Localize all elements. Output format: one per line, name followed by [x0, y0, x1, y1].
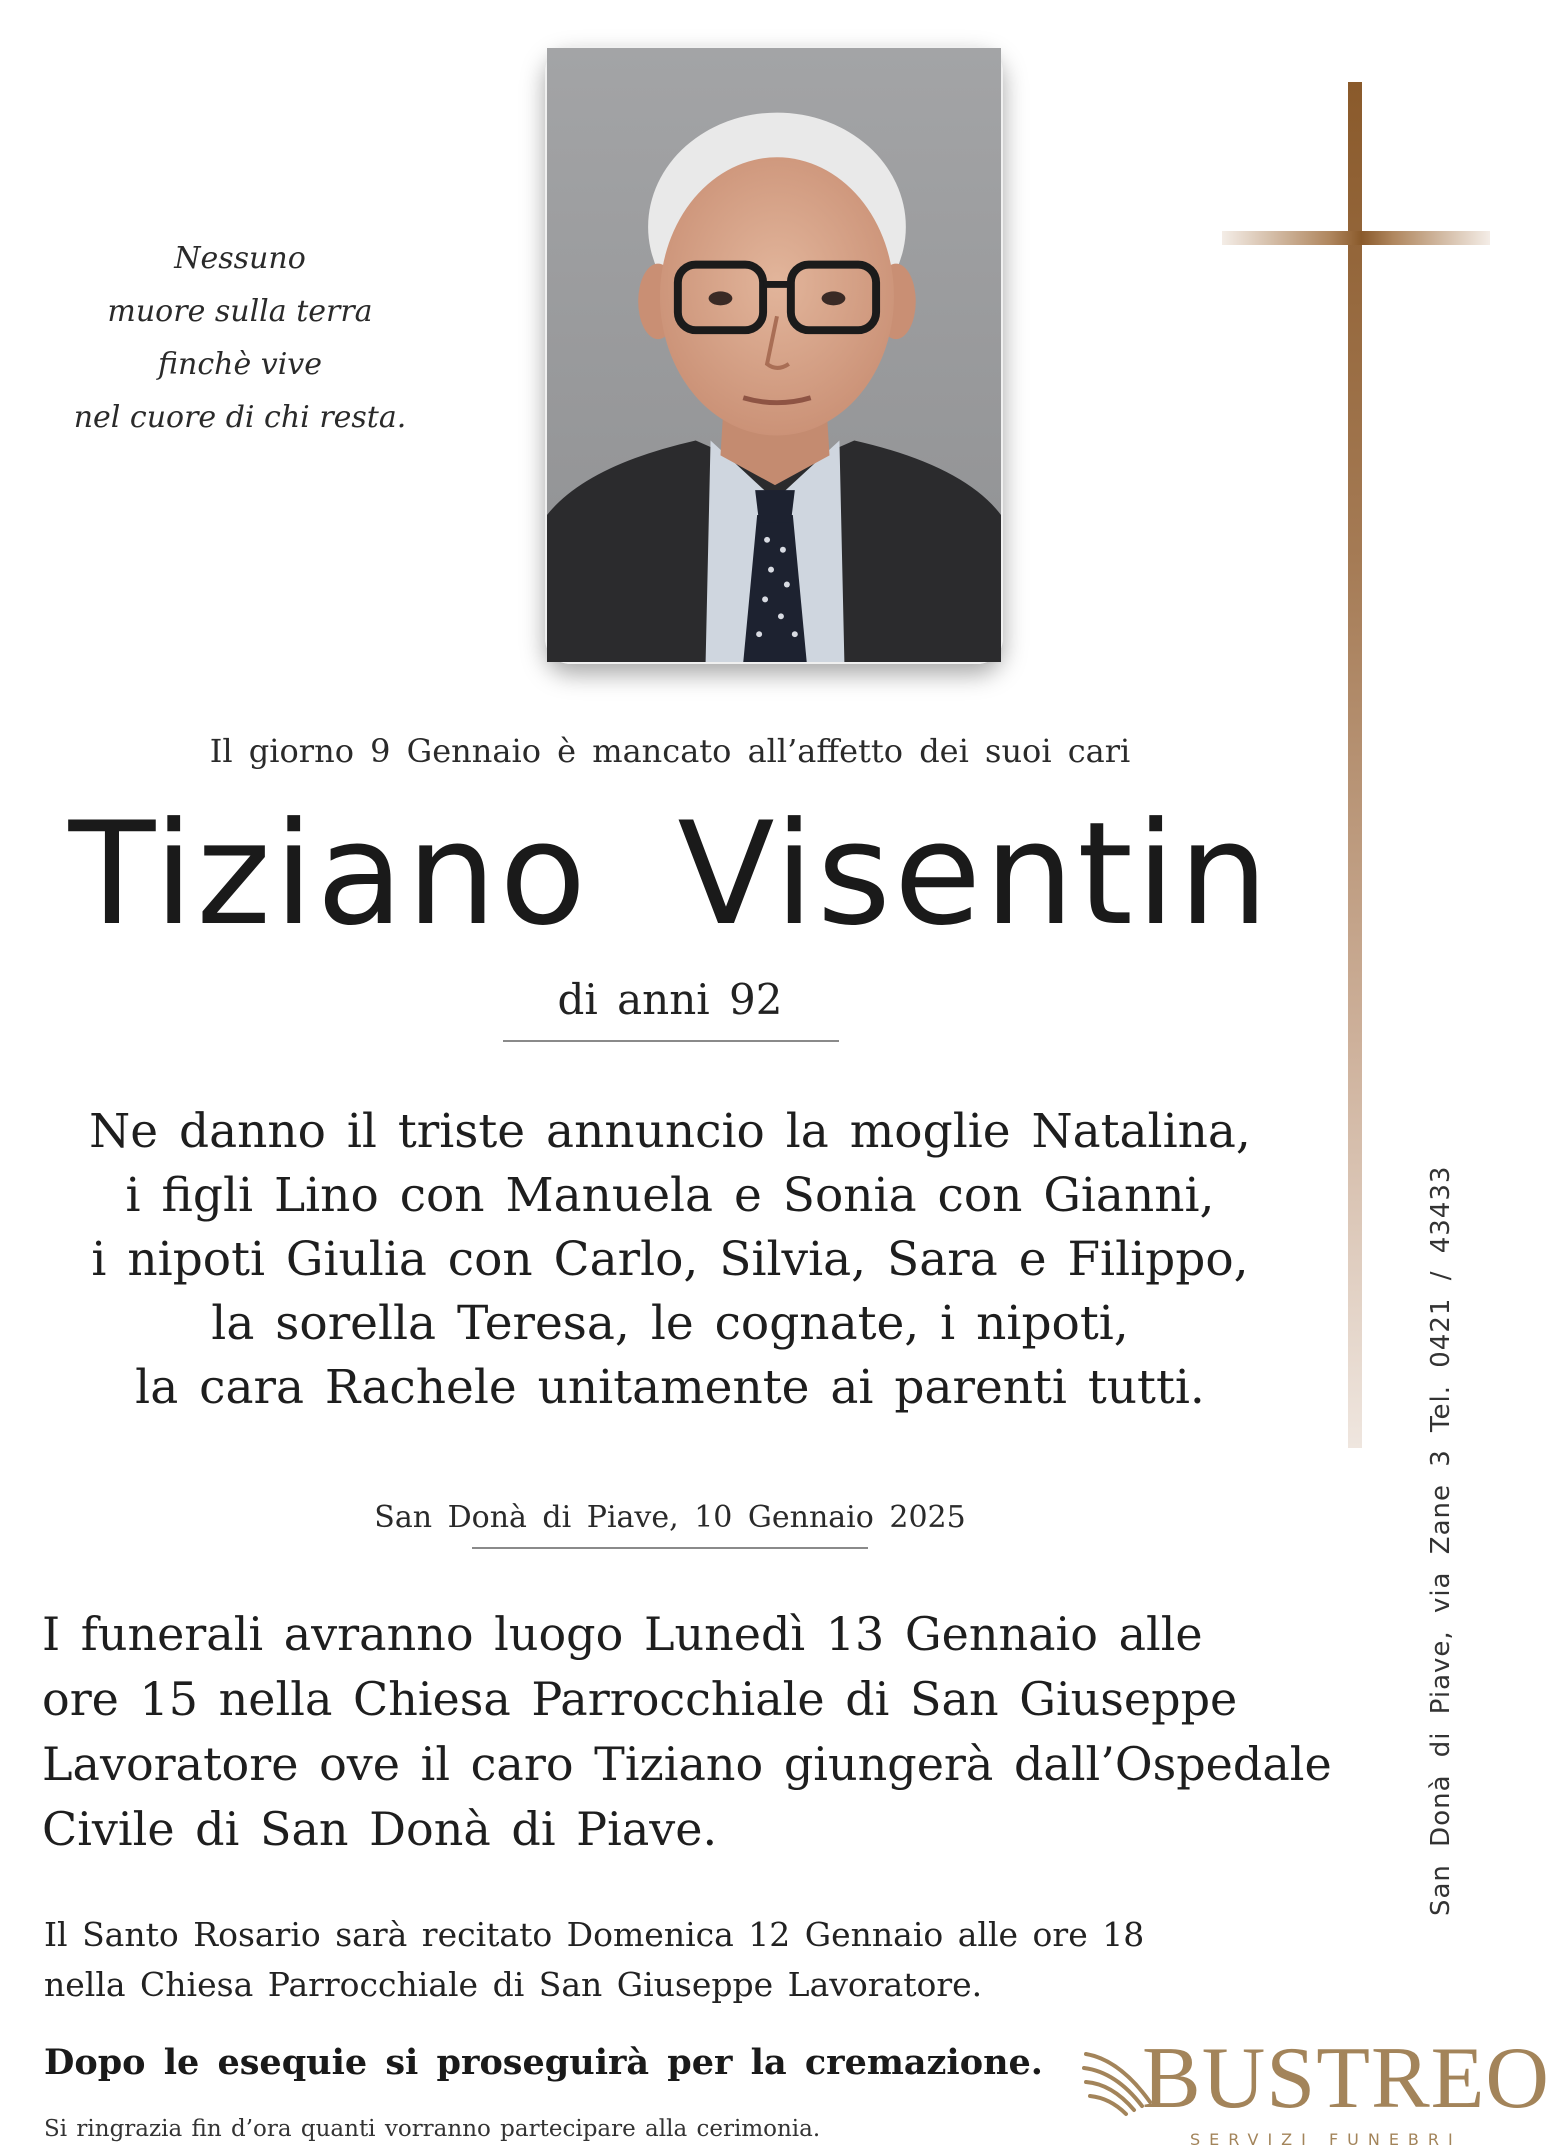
memorial-quote	[40, 232, 440, 444]
divider	[503, 1040, 839, 1042]
thanks-note: Si ringrazia fin d’ora quanti vorranno partecipare alla cerimonia.	[44, 2116, 821, 2142]
rosary-details	[44, 1910, 1244, 2010]
funeral-line: Civile di San Donà di Piave.	[42, 1802, 718, 1856]
funeral-details	[42, 1602, 1342, 1862]
family-line: i nipoti Giulia con Carlo, Silvia, Sara e Filippo,	[91, 1232, 1249, 1287]
family-line: la cara Rachele unitamente ai parenti tutti.	[135, 1360, 1205, 1415]
funeral-line: I funerali avranno luogo Lunedì 13 Gennaio alle	[42, 1607, 1203, 1661]
logo-subtitle: SERVIZI FUNEBRI	[1190, 2130, 1462, 2149]
portrait-photo	[545, 46, 1003, 664]
logo-wordmark: BUSTREO	[1142, 2030, 1550, 2127]
cremation-note: Dopo le esequie si proseguirà per la cremazione.	[44, 2042, 1043, 2083]
divider	[472, 1547, 868, 1549]
family-line: Ne danno il triste annuncio la moglie Natalina,	[89, 1104, 1251, 1159]
cross-horizontal-bar	[1222, 231, 1490, 245]
bustreo-logo	[1080, 2030, 1550, 2156]
quote-line: finchè vive	[158, 347, 322, 382]
age-text: di anni 92	[557, 975, 783, 1024]
quote-line: muore sulla terra	[107, 294, 373, 329]
place-date: San Donà di Piave, 10 Gennaio 2025	[374, 1500, 966, 1535]
intro-text: Il giorno 9 Gennaio è mancato all’affetto dei suoi cari	[209, 732, 1131, 770]
deceased-name: Tiziano Visentin	[68, 792, 1272, 957]
address-text: San Donà di Piave, via Zane 3 Tel. 0421 / 43433	[1426, 1165, 1456, 1916]
rosary-line: Il Santo Rosario sarà recitato Domenica 12 Gennaio alle ore 18	[44, 1915, 1145, 1954]
funeral-line: Lavoratore ove il caro Tiziano giungerà dall’Ospedale	[42, 1737, 1332, 1791]
quote-line: nel cuore di chi resta.	[73, 400, 407, 435]
family-line: la sorella Teresa, le cognate, i nipoti,	[211, 1296, 1129, 1351]
family-line: i figli Lino con Manuela e Sonia con Gianni,	[125, 1168, 1215, 1223]
cross-vertical-bar	[1348, 82, 1362, 1448]
rosary-line: nella Chiesa Parrocchiale di San Giuseppe Lavoratore.	[44, 1965, 983, 2004]
funeral-line: ore 15 nella Chiesa Parrocchiale di San Giuseppe	[42, 1672, 1238, 1726]
quote-line: Nessuno	[174, 241, 306, 276]
family-announcement	[0, 1100, 1340, 1420]
portrait-illustration	[547, 48, 1001, 662]
